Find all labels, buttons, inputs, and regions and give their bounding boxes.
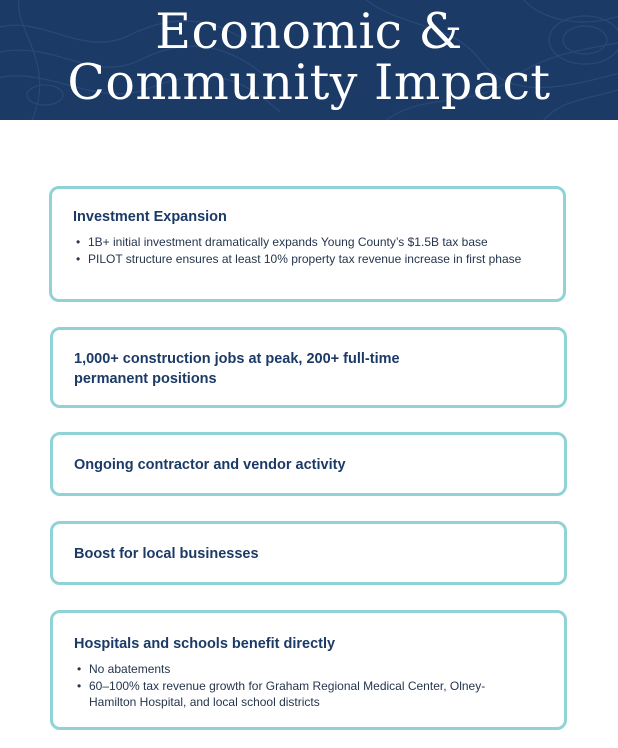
card-title: Boost for local businesses [74,546,259,562]
bullet-list [74,661,504,711]
title-line-1: Economic & [155,3,463,60]
list-item: • PILOT structure ensures at least 10% property tax revenue increase in first phase [73,251,543,268]
local-businesses-card [50,521,567,585]
card-title: Hospitals and schools benefit directly [74,636,336,652]
contractor-vendor-card [50,432,567,496]
card-title: 1,000+ construction jobs at peak, 200+ full-time permanent positions [74,351,400,387]
jobs-card [50,327,567,408]
card-title: Ongoing contractor and vendor activity [74,457,346,473]
page-title [0,3,618,111]
list-item: • 60–100% tax revenue growth for Graham Regional Medical Center, Olney-Hamilton Hospital, and local school districts [74,678,504,711]
title-line-2: Community Impact [67,54,551,111]
header-banner [0,0,618,120]
investment-expansion-card [49,186,566,302]
hospitals-schools-card [50,610,567,730]
list-item: • 1B+ initial investment dramatically expands Young County’s $1.5B tax base [73,234,543,251]
list-item: • No abatements [74,661,504,678]
bullet-list [73,234,543,267]
card-title: Investment Expansion [73,209,227,225]
